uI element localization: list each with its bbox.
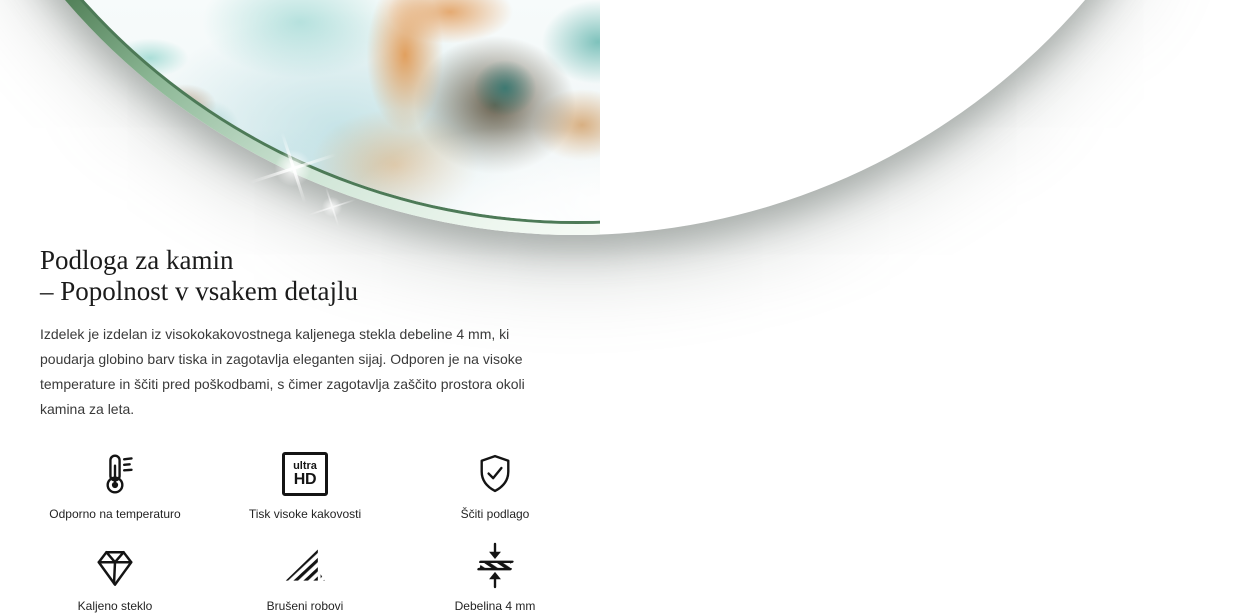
product-image xyxy=(0,0,600,240)
thickness-compress-icon xyxy=(473,542,517,588)
polished-edges-hatch-icon xyxy=(283,542,327,588)
page-title-line2: – Popolnost v vsakem detajlu xyxy=(40,276,358,306)
feature-protects-floor xyxy=(400,450,590,521)
feature-temperature-resistant xyxy=(20,450,210,521)
page-title-line1: Podloga za kamin xyxy=(40,245,234,275)
ultra-hd-text-top: ultra xyxy=(293,460,317,472)
page-title xyxy=(40,245,560,307)
product-description: Izdelek je izdelan iz visokokakovostnega kaljenega stekla debeline 4 mm, ki poudarja globino barv tiska in zagotavlja eleganten sijaj. Odporen je na visoke temperature in ščiti pred poškodbami, s čimer zagotavlja zaščito prostora okoli kamina za leta. xyxy=(40,326,525,417)
feature-label: Ščiti podlago xyxy=(460,507,530,521)
feature-label: Brušeni robovi xyxy=(266,599,344,613)
ultra-hd-text-bottom: HD xyxy=(293,471,317,488)
product-detail-section xyxy=(0,0,600,613)
feature-label: Kaljeno steklo xyxy=(77,599,153,613)
feature-polished-edges xyxy=(210,542,400,613)
feature-grid xyxy=(0,450,600,613)
product-text-block xyxy=(0,245,600,422)
feature-label: Tisk visoke kakovosti xyxy=(248,507,362,521)
diamond-icon xyxy=(92,542,138,588)
shield-check-icon xyxy=(473,450,517,496)
feature-label: Debelina 4 mm xyxy=(454,599,536,613)
thermometer-icon xyxy=(93,450,137,496)
feature-tempered-glass xyxy=(20,542,210,613)
glass-marble-artwork xyxy=(0,0,600,240)
ultra-hd-badge-icon xyxy=(282,450,328,496)
feature-thickness xyxy=(400,542,590,613)
feature-label: Odporno na temperaturo xyxy=(49,507,181,521)
feature-print-quality xyxy=(210,450,400,521)
